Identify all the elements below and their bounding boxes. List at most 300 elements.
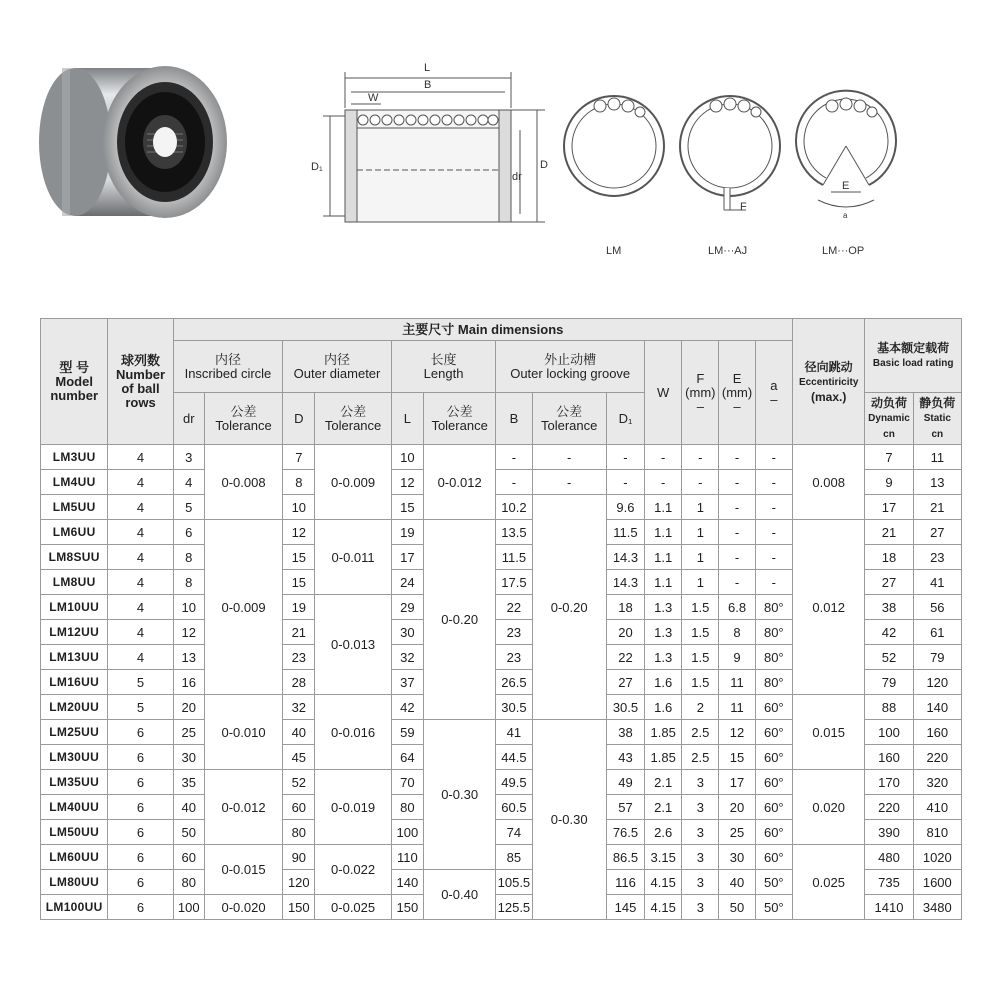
model-cell: LM13UU (41, 645, 108, 670)
dr-cell: 30 (173, 745, 204, 770)
b-cell: 17.5 (496, 570, 532, 595)
d1-cell: 11.5 (606, 520, 644, 545)
d-cell: 7 (283, 445, 315, 470)
model-cell: LM25UU (41, 720, 108, 745)
dr-cell: 8 (173, 570, 204, 595)
l-cell: 70 (391, 770, 423, 795)
e-cell: - (719, 545, 755, 570)
dynamic-load-cell: 480 (865, 845, 913, 870)
eccentricity-cell: 0.015 (793, 695, 865, 770)
d-cell: 52 (283, 770, 315, 795)
w-cell: 1.85 (645, 720, 682, 745)
dr-tolerance-cell: 0-0.015 (204, 845, 282, 895)
ball-rows-cell: 4 (108, 520, 173, 545)
f-cell: 1 (682, 495, 719, 520)
locking-groove-header: 外止动槽 Outer locking groove (496, 341, 645, 393)
d-cell: 45 (283, 745, 315, 770)
d-cell: 40 (283, 720, 315, 745)
d1-cell: 9.6 (606, 495, 644, 520)
dim-label-d1: D₁ (311, 161, 323, 173)
d-cell: 32 (283, 695, 315, 720)
model-cell: LM20UU (41, 695, 108, 720)
dr-cell: 25 (173, 720, 204, 745)
a-cell: 60° (755, 845, 792, 870)
b-tolerance-header: 公差 Tolerance (532, 393, 606, 445)
f-cell: 3 (682, 820, 719, 845)
b-cell: 85 (496, 845, 532, 870)
a-cell: 50° (755, 870, 792, 895)
b-cell: 30.5 (496, 695, 532, 720)
dynamic-load-cell: 21 (865, 520, 913, 545)
table-row (41, 695, 962, 720)
e-cell: 40 (719, 870, 755, 895)
ball-rows-cell: 6 (108, 745, 173, 770)
f-cell: 1.5 (682, 595, 719, 620)
e-cell: - (719, 495, 755, 520)
b-cell: 74 (496, 820, 532, 845)
dr-cell: 13 (173, 645, 204, 670)
model-cell: LM16UU (41, 670, 108, 695)
model-cell: LM50UU (41, 820, 108, 845)
model-cell: LM3UU (41, 445, 108, 470)
dr-tolerance-cell: 0-0.010 (204, 695, 282, 770)
ball-rows-cell: 6 (108, 720, 173, 745)
b-cell: 41 (496, 720, 532, 745)
d1-cell: 27 (606, 670, 644, 695)
d-header: D (283, 393, 315, 445)
b-cell: 11.5 (496, 545, 532, 570)
length-header: 长度 Length (391, 341, 496, 393)
f-cell: 3 (682, 895, 719, 920)
a-cell: 80° (755, 645, 792, 670)
d-cell: 15 (283, 545, 315, 570)
model-cell: LM35UU (41, 770, 108, 795)
dim-label-e: E (842, 180, 850, 192)
ball-rows-cell: 4 (108, 570, 173, 595)
d-cell: 90 (283, 845, 315, 870)
e-cell: - (719, 445, 755, 470)
d1-cell: 20 (606, 620, 644, 645)
l-tolerance-cell: 0-0.012 (423, 445, 495, 520)
static-load-cell: 3480 (913, 895, 961, 920)
e-cell: 12 (719, 720, 755, 745)
eccentricity-header: 径向跳动 Eccentiricity (max.) (793, 319, 865, 445)
eccentricity-cell: 0.012 (793, 520, 865, 695)
ball-rows-cell: 4 (108, 645, 173, 670)
dr-cell: 4 (173, 470, 204, 495)
dr-cell: 12 (173, 620, 204, 645)
b-cell: 23 (496, 620, 532, 645)
a-cell: 60° (755, 745, 792, 770)
f-cell: 2 (682, 695, 719, 720)
dynamic-load-cell: 390 (865, 820, 913, 845)
d1-cell: 14.3 (606, 545, 644, 570)
static-load-cell: 13 (913, 470, 961, 495)
f-cell: 1.5 (682, 670, 719, 695)
l-cell: 17 (391, 545, 423, 570)
b-tolerance-cell: 0-0.30 (532, 720, 606, 920)
l-cell: 30 (391, 620, 423, 645)
e-cell: - (719, 470, 755, 495)
e-cell: 25 (719, 820, 755, 845)
l-cell: 15 (391, 495, 423, 520)
static-load-cell: 320 (913, 770, 961, 795)
d1-cell: 22 (606, 645, 644, 670)
dim-label-d: D (540, 159, 548, 171)
l-tolerance-cell: 0-0.40 (423, 870, 495, 920)
b-cell: 13.5 (496, 520, 532, 545)
main-dimensions-header: 主要尺寸 Main dimensions (173, 319, 792, 341)
b-cell: 22 (496, 595, 532, 620)
l-cell: 24 (391, 570, 423, 595)
w-cell: 1.6 (645, 695, 682, 720)
eccentricity-cell: 0.020 (793, 770, 865, 845)
l-cell: 80 (391, 795, 423, 820)
dr-cell: 8 (173, 545, 204, 570)
e-cell: - (719, 570, 755, 595)
static-load-cell: 41 (913, 570, 961, 595)
dr-tolerance-cell: 0-0.009 (204, 520, 282, 695)
static-load-cell: 11 (913, 445, 961, 470)
dim-label-f: F (740, 201, 747, 213)
w-cell: 4.15 (645, 870, 682, 895)
dynamic-load-cell: 42 (865, 620, 913, 645)
d-tolerance-cell: 0-0.013 (315, 595, 391, 695)
d1-cell: 116 (606, 870, 644, 895)
dr-cell: 5 (173, 495, 204, 520)
model-cell: LM5UU (41, 495, 108, 520)
d1-cell: 57 (606, 795, 644, 820)
d-tolerance-header: 公差 Tolerance (315, 393, 391, 445)
d1-cell: 38 (606, 720, 644, 745)
dynamic-load-header: 动负荷 Dynamic cn (865, 393, 913, 445)
d1-cell: 43 (606, 745, 644, 770)
f-cell: 1 (682, 545, 719, 570)
l-cell: 140 (391, 870, 423, 895)
a-cell: 80° (755, 620, 792, 645)
f-cell: - (682, 445, 719, 470)
w-cell: 2.1 (645, 770, 682, 795)
a-cell: - (755, 545, 792, 570)
f-cell: 1 (682, 520, 719, 545)
d-cell: 12 (283, 520, 315, 545)
static-load-cell: 23 (913, 545, 961, 570)
d1-cell: 18 (606, 595, 644, 620)
w-cell: 1.1 (645, 520, 682, 545)
e-cell: 20 (719, 795, 755, 820)
dr-cell: 10 (173, 595, 204, 620)
l-cell: 59 (391, 720, 423, 745)
ball-rows-cell: 6 (108, 895, 173, 920)
dynamic-load-cell: 52 (865, 645, 913, 670)
dr-tolerance-cell: 0-0.020 (204, 895, 282, 920)
d-cell: 21 (283, 620, 315, 645)
static-load-cell: 27 (913, 520, 961, 545)
f-cell: - (682, 470, 719, 495)
d-cell: 10 (283, 495, 315, 520)
model-cell: LM30UU (41, 745, 108, 770)
dynamic-load-cell: 100 (865, 720, 913, 745)
a-cell: - (755, 570, 792, 595)
l-cell: 32 (391, 645, 423, 670)
l-tolerance-cell: 0-0.20 (423, 520, 495, 720)
a-cell: 80° (755, 670, 792, 695)
dr-cell: 60 (173, 845, 204, 870)
ball-rows-cell: 5 (108, 670, 173, 695)
dim-label-dr: dr (512, 171, 522, 183)
eccentricity-cell: 0.025 (793, 845, 865, 920)
dynamic-load-cell: 160 (865, 745, 913, 770)
e-cell: 8 (719, 620, 755, 645)
dr-cell: 6 (173, 520, 204, 545)
d1-cell: 86.5 (606, 845, 644, 870)
w-cell: 4.15 (645, 895, 682, 920)
b-tolerance-cell: - (532, 445, 606, 470)
dynamic-load-cell: 170 (865, 770, 913, 795)
e-cell: 50 (719, 895, 755, 920)
dr-tolerance-header: 公差 Tolerance (204, 393, 282, 445)
l-cell: 37 (391, 670, 423, 695)
l-tolerance-cell: 0-0.30 (423, 720, 495, 870)
static-load-cell: 220 (913, 745, 961, 770)
ball-rows-cell: 4 (108, 495, 173, 520)
ball-rows-cell: 4 (108, 595, 173, 620)
balls-header: 球列数 Number of ball rows (108, 319, 173, 445)
d1-cell: 30.5 (606, 695, 644, 720)
f-cell: 3 (682, 795, 719, 820)
aj-ring-drawing (680, 96, 780, 210)
dim-label-w: W (368, 92, 379, 104)
ball-rows-cell: 6 (108, 770, 173, 795)
d-cell: 8 (283, 470, 315, 495)
d-tolerance-cell: 0-0.009 (315, 445, 391, 520)
static-load-cell: 21 (913, 495, 961, 520)
d1-cell: 14.3 (606, 570, 644, 595)
a-cell: 80° (755, 595, 792, 620)
dr-cell: 80 (173, 870, 204, 895)
d-cell: 19 (283, 595, 315, 620)
product-illustrations (0, 0, 1000, 300)
model-cell: LM12UU (41, 620, 108, 645)
l-cell: 12 (391, 470, 423, 495)
model-cell: LM100UU (41, 895, 108, 920)
f-cell: 2.5 (682, 745, 719, 770)
ball-rows-cell: 6 (108, 870, 173, 895)
dynamic-load-cell: 38 (865, 595, 913, 620)
static-load-cell: 810 (913, 820, 961, 845)
l-cell: 42 (391, 695, 423, 720)
d-cell: 80 (283, 820, 315, 845)
model-cell: LM10UU (41, 595, 108, 620)
w-cell: 1.3 (645, 645, 682, 670)
w-cell: 1.3 (645, 595, 682, 620)
l-cell: 110 (391, 845, 423, 870)
w-cell: - (645, 445, 682, 470)
a-cell: - (755, 520, 792, 545)
table-row (41, 845, 962, 870)
dr-cell: 35 (173, 770, 204, 795)
b-cell: 105.5 (496, 870, 532, 895)
l-cell: 29 (391, 595, 423, 620)
e-cell: 9 (719, 645, 755, 670)
static-load-cell: 61 (913, 620, 961, 645)
d1-cell: 49 (606, 770, 644, 795)
d-cell: 28 (283, 670, 315, 695)
w-cell: 1.1 (645, 545, 682, 570)
b-cell: 125.5 (496, 895, 532, 920)
a-cell: - (755, 470, 792, 495)
dynamic-load-cell: 735 (865, 870, 913, 895)
f-cell: 1.5 (682, 620, 719, 645)
table-body (41, 445, 962, 920)
b-cell: 44.5 (496, 745, 532, 770)
model-header: 型 号 Model number (41, 319, 108, 445)
dynamic-load-cell: 17 (865, 495, 913, 520)
dr-cell: 3 (173, 445, 204, 470)
w-cell: 2.1 (645, 795, 682, 820)
dim-label-l: L (424, 62, 431, 74)
static-load-cell: 160 (913, 720, 961, 745)
static-load-cell: 410 (913, 795, 961, 820)
bearing-photo (39, 66, 227, 218)
e-cell: 11 (719, 670, 755, 695)
dr-tolerance-cell: 0-0.012 (204, 770, 282, 845)
b-cell: 60.5 (496, 795, 532, 820)
static-load-cell: 120 (913, 670, 961, 695)
d-tolerance-cell: 0-0.019 (315, 770, 391, 845)
w-cell: 1.1 (645, 495, 682, 520)
d1-cell: - (606, 470, 644, 495)
w-cell: 3.15 (645, 845, 682, 870)
table-row (41, 520, 962, 545)
dynamic-load-cell: 1410 (865, 895, 913, 920)
d-cell: 23 (283, 645, 315, 670)
static-load-cell: 140 (913, 695, 961, 720)
d1-header: D₁ (606, 393, 644, 445)
dr-header: dr (173, 393, 204, 445)
f-cell: 2.5 (682, 720, 719, 745)
b-cell: 49.5 (496, 770, 532, 795)
dynamic-load-cell: 18 (865, 545, 913, 570)
dr-tolerance-cell: 0-0.008 (204, 445, 282, 520)
d-tolerance-cell: 0-0.022 (315, 845, 391, 895)
static-load-cell: 79 (913, 645, 961, 670)
a-header: a – (755, 341, 792, 445)
a-cell: 60° (755, 770, 792, 795)
static-load-header: 静负荷 Static cn (913, 393, 961, 445)
b-cell: 26.5 (496, 670, 532, 695)
dim-label-b: B (424, 79, 432, 91)
ball-rows-cell: 4 (108, 445, 173, 470)
b-cell: 10.2 (496, 495, 532, 520)
model-cell: LM4UU (41, 470, 108, 495)
table-row (41, 445, 962, 470)
load-rating-header: 基本额定载荷 Basic load rating (865, 319, 962, 393)
caption-aj: LM···AJ (708, 245, 748, 257)
w-cell: 2.6 (645, 820, 682, 845)
l-tolerance-header: 公差 Tolerance (423, 393, 495, 445)
section-drawing (323, 72, 545, 222)
dynamic-load-cell: 9 (865, 470, 913, 495)
outer-diameter-header: 内径 Outer diameter (283, 341, 392, 393)
d-cell: 60 (283, 795, 315, 820)
l-cell: 64 (391, 745, 423, 770)
e-cell: 11 (719, 695, 755, 720)
f-cell: 3 (682, 870, 719, 895)
d-tolerance-cell: 0-0.011 (315, 520, 391, 595)
d-tolerance-cell: 0-0.016 (315, 695, 391, 770)
ball-rows-cell: 6 (108, 795, 173, 820)
l-cell: 100 (391, 820, 423, 845)
table-header (41, 319, 962, 445)
f-cell: 1 (682, 570, 719, 595)
w-cell: 1.1 (645, 570, 682, 595)
dynamic-load-cell: 27 (865, 570, 913, 595)
l-header: L (391, 393, 423, 445)
dynamic-load-cell: 7 (865, 445, 913, 470)
static-load-cell: 56 (913, 595, 961, 620)
d1-cell: 76.5 (606, 820, 644, 845)
ball-rows-cell: 6 (108, 820, 173, 845)
w-cell: 1.3 (645, 620, 682, 645)
b-tolerance-cell: - (532, 470, 606, 495)
w-cell: 1.85 (645, 745, 682, 770)
static-load-cell: 1020 (913, 845, 961, 870)
d-cell: 150 (283, 895, 315, 920)
f-cell: 3 (682, 770, 719, 795)
caption-op: LM···OP (822, 245, 865, 257)
f-cell: 1.5 (682, 645, 719, 670)
model-cell: LM6UU (41, 520, 108, 545)
spec-table (40, 318, 962, 920)
a-cell: - (755, 495, 792, 520)
w-header: W (645, 341, 682, 445)
e-header: E (mm) – (719, 341, 755, 445)
e-cell: - (719, 520, 755, 545)
ball-rows-cell: 4 (108, 470, 173, 495)
model-cell: LM80UU (41, 870, 108, 895)
dynamic-load-cell: 88 (865, 695, 913, 720)
eccentricity-cell: 0.008 (793, 445, 865, 520)
static-load-cell: 1600 (913, 870, 961, 895)
w-cell: - (645, 470, 682, 495)
e-cell: 6.8 (719, 595, 755, 620)
e-cell: 17 (719, 770, 755, 795)
b-cell: - (496, 470, 532, 495)
a-cell: 60° (755, 820, 792, 845)
dynamic-load-cell: 79 (865, 670, 913, 695)
l-cell: 10 (391, 445, 423, 470)
model-cell: LM8UU (41, 570, 108, 595)
b-header: B (496, 393, 532, 445)
b-cell: - (496, 445, 532, 470)
table-row (41, 770, 962, 795)
d1-cell: 145 (606, 895, 644, 920)
dr-cell: 50 (173, 820, 204, 845)
dr-cell: 20 (173, 695, 204, 720)
a-cell: - (755, 445, 792, 470)
ball-rows-cell: 4 (108, 545, 173, 570)
dr-cell: 100 (173, 895, 204, 920)
e-cell: 15 (719, 745, 755, 770)
d-cell: 120 (283, 870, 315, 895)
dim-label-a: a (843, 211, 848, 220)
caption-lm: LM (606, 245, 622, 257)
w-cell: 1.6 (645, 670, 682, 695)
b-tolerance-cell: 0-0.20 (532, 495, 606, 720)
a-cell: 60° (755, 795, 792, 820)
a-cell: 50° (755, 895, 792, 920)
